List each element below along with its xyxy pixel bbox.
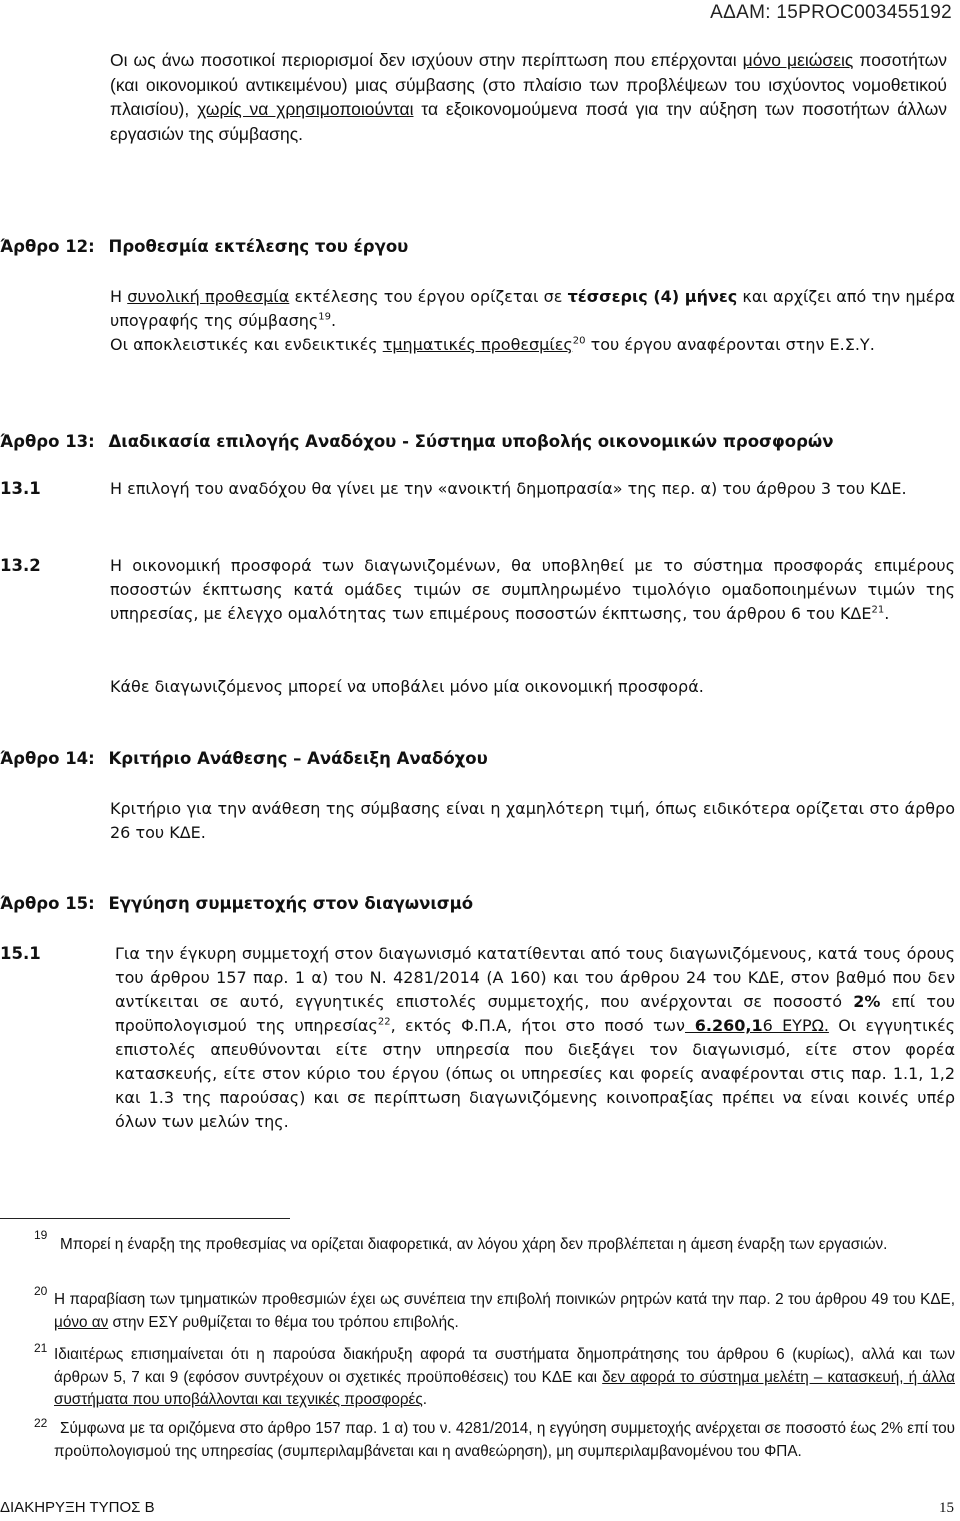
section-number: 13.1	[0, 479, 41, 498]
footnote-number: 22	[34, 1416, 48, 1430]
footnote-21: Ιδιαιτέρως επισημαίνεται ότι η παρούσα διακήρυξη αφορά τα συστήματα δημοπράτησης του άρθρου 6 (κυρίως), αλλά και των άρθρων 5, 7 και 9 (εφόσον συντρέχουν οι σχετικές προϋποθέσεις) του ΚΔΕ και δεν αφορά το σύστημα μελέτη – κατασκευή, ή άλλα συστήματα που υποβάλλονται και τεχνικές προσφορές.	[54, 1346, 955, 1408]
section-number: 15.1	[0, 944, 41, 963]
footnote-ref[interactable]: 22	[377, 1016, 391, 1028]
article-15-heading	[0, 893, 473, 915]
footnote-ref[interactable]: 19	[318, 311, 332, 323]
footnote-22: Σύμφωνα με τα οριζόμενα στο άρθρο 157 παρ. 1 α) του ν. 4281/2014, η εγγύηση συμμετοχής ανέρχεται σε ποσοστό έως 2% επί του προϋπολογισμού της υπηρεσίας (συμπεριλαμβάνεται και η αναθεώρηση), μη συμπεριλαμβανομένου του ΦΠΑ.	[54, 1420, 955, 1460]
footnote-ref[interactable]: 20	[572, 335, 586, 347]
footnote-divider	[0, 1218, 290, 1219]
section-13-1-text: Η επιλογή του αναδόχου θα γίνει με την «ανοικτή δημοπρασία» της περ. α) του άρθρου 3 του ΚΔΕ.	[110, 479, 907, 498]
section-13-2-text: Η οικονομική προσφορά των διαγωνιζομένων, θα υποβληθεί με το σύστημα προσφοράς επιμέρους ποσοστών έκπτωσης κατά ομάδες τιμών σε συμπληρωμένο τιμολόγιο ομαδοποιημένων τιμών της υπηρεσίας, με έλεγχο ομαλότητας των επιμέρους ποσοστών έκπτωσης, του άρθρου 6 του ΚΔΕ$^{21}$.	[110, 556, 955, 623]
footnote-19: Μπορεί η έναρξη της προθεσμίας να ορίζεται διαφορετικά, αν λόγου χάρη δεν προβλέπεται η άμεση έναρξη των εργασιών.	[60, 1236, 888, 1253]
article-14-heading	[0, 748, 488, 770]
page-number: 15	[939, 1500, 954, 1516]
article-label: Άρθρο 15:	[0, 894, 95, 913]
section-13-2-note: Κάθε διαγωνιζόμενος μπορεί να υποβάλει μόνο μία οικονομική προσφορά.	[110, 677, 704, 696]
article-12-paragraph-1: Η συνολική προθεσμία εκτέλεσης του έργου ορίζεται σε τέσσερις (4) μήνες και αρχίζει από την ημέρα υπογραφής της σύμβασης$^{19}$.	[110, 287, 956, 330]
article-12-paragraph-2: Οι αποκλειστικές και ενδεικτικές τμηματικές προθεσμίες$^{20}$ του έργου αναφέρονται στην Ε.Σ.Υ.	[110, 335, 875, 354]
document-id: ΑΔΑΜ: 15PROC003455192	[710, 2, 952, 23]
article-14-text: Κριτήριο για την ανάθεση της σύμβασης είναι η χαμηλότερη τιμή, όπως ειδικότερα ορίζεται στο άρθρο 26 του ΚΔΕ.	[110, 799, 955, 842]
article-13-heading	[0, 431, 834, 453]
article-label: Άρθρο 12:	[0, 237, 95, 256]
article-title: Κριτήριο Ανάθεσης – Ανάδειξη Αναδόχου	[108, 749, 488, 768]
footnote-20: Η παραβίαση των τμηματικών προθεσμιών έχει ως συνέπεια την επιβολή ποινικών ρητρών κατά την παρ. 2 του άρθρου 49 του ΚΔΕ, μόνο αν στην ΕΣΥ ρυθμίζεται το θέμα του τρόπου επιβολής.	[54, 1291, 955, 1331]
article-label: Άρθρο 13:	[0, 432, 95, 451]
footnote-ref[interactable]: 21	[871, 604, 885, 616]
article-label: Άρθρο 14:	[0, 749, 95, 768]
intro-paragraph: Οι ως άνω ποσοτικοί περιορισμοί δεν ισχύουν στην περίπτωση που επέρχονται μόνο μειώσεις ποσοτήτων (και οικονομικού αντικειμένου) μιας σύμβασης (στο πλαίσιο των προβλέψεων του ισχύοντος νομοθετικού πλαισίου), χωρίς να χρησιμοποιούνται τα εξοικονομούμενα ποσά για την αύξηση των ποσοτήτων άλλων εργασιών της σύμβασης.	[110, 50, 948, 144]
article-title: Προθεσμία εκτέλεσης του έργου	[108, 237, 409, 256]
footer-doc-type: ΔΙΑΚΗΡΥΞΗ ΤΥΠΟΣ Β	[0, 1499, 155, 1516]
article-12-heading	[0, 236, 408, 258]
article-title: Εγγύηση συμμετοχής στον διαγωνισμό	[108, 894, 474, 913]
footnote-number: 21	[34, 1341, 48, 1355]
article-title: Διαδικασία επιλογής Αναδόχου - Σύστημα υποβολής οικονομικών προσφορών	[108, 432, 834, 451]
section-15-1-text: Για την έγκυρη συμμετοχή στον διαγωνισμό κατατίθενται από τους διαγωνιζόμενους, κατά τους όρους του άρθρου 157 παρ. 1 α) του Ν. 4281/2014 (Α 160) και του άρθρου 24 του ΚΔΕ, στον βαθμό που δεν αντίκειται σε αυτό, εγγυητικές επιστολές συμμετοχής, που ανέρχονται σε ποσοστό 2% επί του προϋπολογισμού της υπηρεσίας$^{22}$, εκτός Φ.Π.Α, ήτοι στο ποσό των 6.260,16 ΕΥΡΩ. Οι εγγυητικές επιστολές απευθύνονται είτε στην υπηρεσία που διεξάγει τον διαγωνισμό, είτε στον φορέα κατασκευής, είτε στον κύριο του έργου (όπως οι υπηρεσίες και φορείς αναφέρονται στις παρ. 1.1, 1,2 και 1.3 της παρούσας) και σε περίπτωση διαγωνιζόμενης κοινοπραξίας πρέπει να είναι κοινές υπέρ όλων των μελών της.	[115, 944, 956, 1131]
footnote-number: 20	[34, 1284, 48, 1298]
footnote-number: 19	[34, 1228, 48, 1242]
section-number: 13.2	[0, 556, 41, 575]
